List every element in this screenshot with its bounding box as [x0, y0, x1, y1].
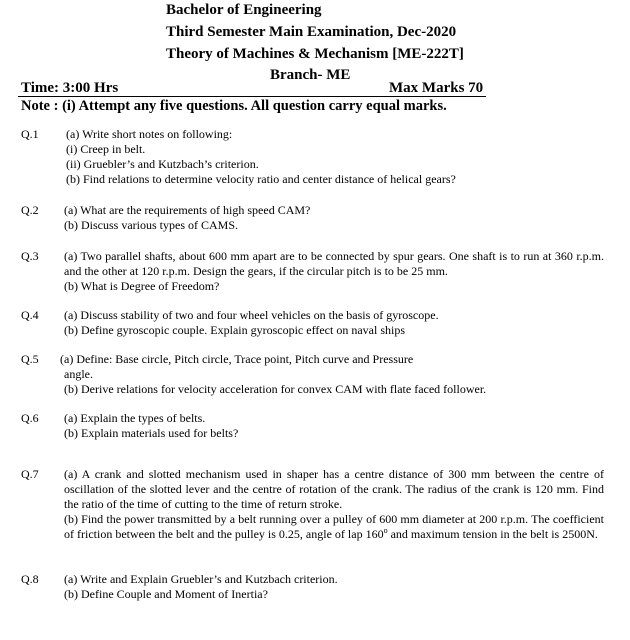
question-body — [66, 127, 606, 187]
question-line: (a) Define: Base circle, Pitch circle, Trace point, Pitch curve and Pressure — [60, 352, 414, 366]
question-body — [64, 467, 604, 542]
question-line: (a) Write and Explain Gruebler’s and Kutzbach criterion. — [64, 572, 338, 586]
question-line: (b) Define gyroscopic couple. Explain gyroscopic effect on naval ships — [64, 323, 406, 337]
subject-title: Theory of Machines & Mechanism [ME-222T] — [166, 46, 464, 62]
question-line: (b) Derive relations for velocity acceleration for convex CAM with flate faced follower. — [64, 382, 487, 396]
question-body — [64, 249, 604, 294]
question-line-text: (b) Find the power transmitted by a belt running over a pulley of 600 mm diameter at 200 r.p.m. The coefficient of friction between the belt and the pulley is 0.25, angle of lap 160 — [64, 512, 604, 541]
question-line: (a) What are the requirements of high speed CAM? — [64, 203, 311, 217]
question-line: (b) Find relations to determine velocity ratio and center distance of helical gears? — [66, 172, 456, 186]
header-rule — [18, 96, 486, 97]
question-body — [64, 411, 604, 441]
question-line: (a) Two parallel shafts, about 600 mm apart are to be connected by spur gears. One shaft is to run at 360 r.p.m. and the other at 120 r.p.m. Design the gears, if the circular pitch is to be 25 mm. — [64, 249, 604, 278]
question-body — [60, 352, 604, 397]
question-line-text: and maximum tension in the belt is 2500N. — [387, 527, 598, 541]
question-line: (a) A crank and slotted mechanism used in shaper has a centre distance of 300 mm between the centre of oscillation of the slotted lever and the centre of rotation of the crank. The radius of the crank is 120 mm. Find the ratio of the time of cutting to the time of return stroke. — [64, 467, 604, 511]
question-line: (b) What is Degree of Freedom? — [64, 279, 220, 293]
question-number: Q.5 — [21, 352, 39, 366]
question-body — [64, 572, 604, 602]
question-line: angle. — [64, 367, 93, 381]
max-marks: Max Marks 70 — [389, 80, 484, 96]
instructions-note: Note : (i) Attempt any five questions. All question carry equal marks. — [21, 98, 447, 114]
question-line: (b) Explain materials used for belts? — [64, 426, 239, 440]
question-number: Q.8 — [21, 572, 39, 586]
branch-title: Branch- ME — [270, 67, 351, 83]
question-line: (b) Define Couple and Moment of Inertia? — [64, 587, 268, 601]
question-line: (a) Discuss stability of two and four wheel vehicles on the basis of gyroscope. — [64, 308, 439, 322]
question-body — [64, 203, 604, 233]
exam-time: Time: 3:00 Hrs — [21, 80, 119, 96]
question-line — [64, 512, 604, 542]
question-number: Q.2 — [21, 203, 39, 217]
question-number: Q.3 — [21, 249, 39, 263]
question-line: (a) Explain the types of belts. — [64, 411, 206, 425]
question-number: Q.6 — [21, 411, 39, 425]
question-line: (b) Discuss various types of CAMS. — [64, 218, 238, 232]
question-line: (a) Write short notes on following: — [66, 127, 233, 141]
question-number: Q.4 — [21, 308, 39, 322]
exam-title: Third Semester Main Examination, Dec-2020 — [166, 24, 457, 40]
degree-title: Bachelor of Engineering — [166, 2, 322, 18]
question-body — [64, 308, 604, 338]
question-number: Q.1 — [21, 127, 39, 141]
question-line: (ii) Gruebler’s and Kutzbach’s criterion. — [66, 157, 259, 171]
question-number: Q.7 — [21, 467, 39, 481]
degree-symbol: o — [383, 526, 388, 535]
question-line: (i) Creep in belt. — [66, 142, 146, 156]
